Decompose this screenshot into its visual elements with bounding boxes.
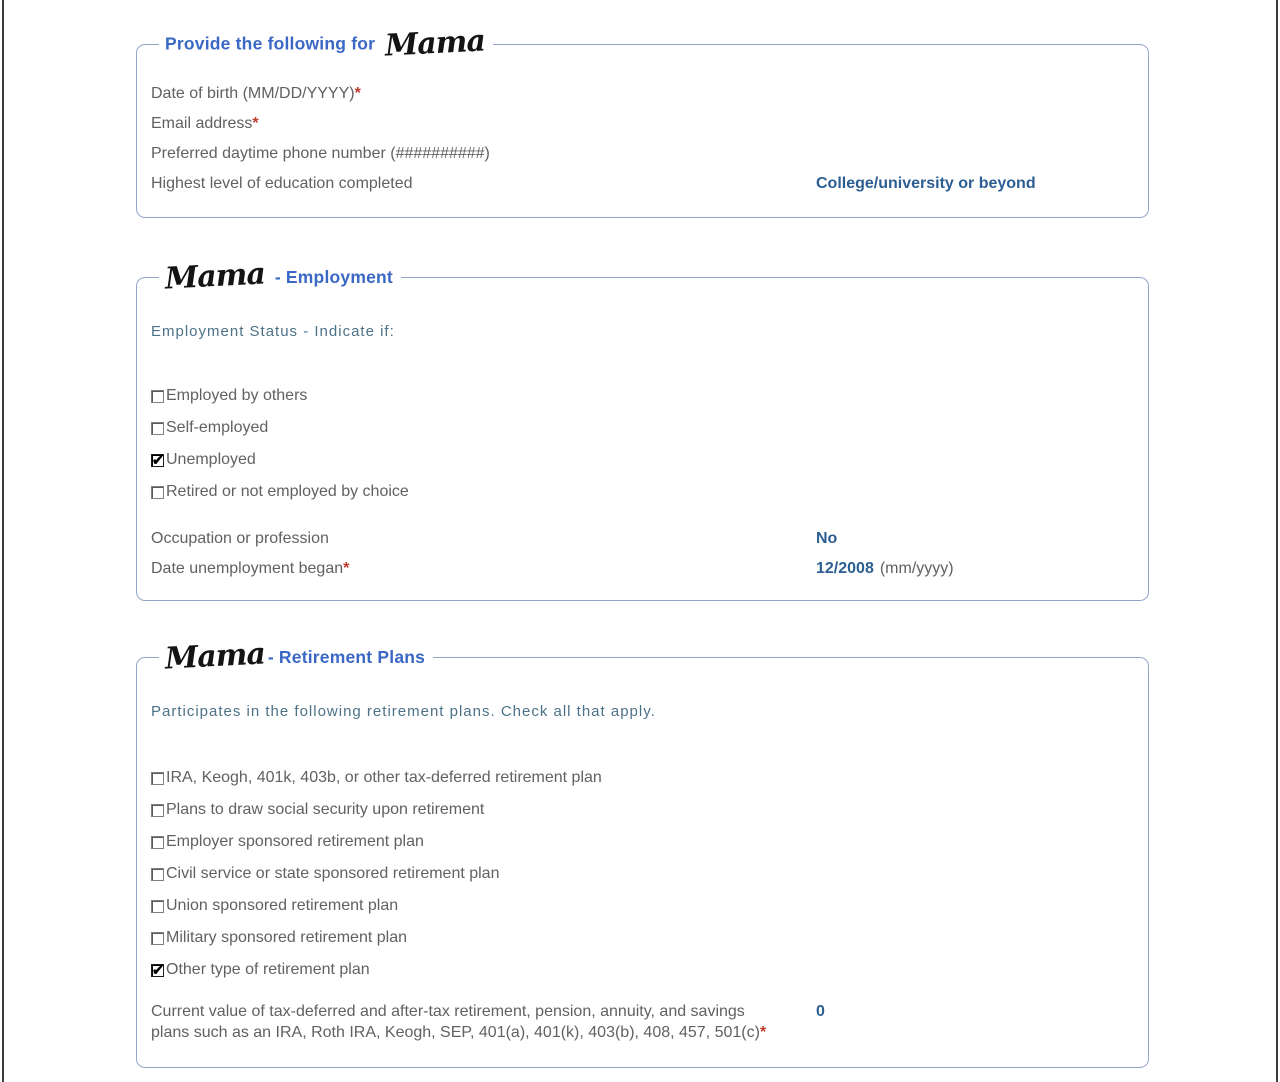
required-asterisk: * bbox=[343, 560, 350, 577]
page-border-left bbox=[2, 0, 4, 1082]
checkbox-row-employer-plan bbox=[151, 826, 1134, 858]
checkbox-label: IRA, Keogh, 401k, 403b, or other tax-deferred retirement plan bbox=[166, 769, 602, 786]
retirement-plans-instruction: Participates in the following retirement plans. Check all that apply. bbox=[151, 703, 656, 720]
section-personal-info-legend bbox=[159, 25, 493, 63]
checkbox-civil-service-plan[interactable] bbox=[151, 868, 164, 881]
checkbox-row-self-employed bbox=[151, 412, 1134, 444]
field-label: Email address* bbox=[151, 115, 259, 132]
handwritten-name: Mama bbox=[164, 636, 266, 677]
checkbox-label: Employer sponsored retirement plan bbox=[166, 833, 424, 850]
checkbox-label: Military sponsored retirement plan bbox=[166, 929, 407, 946]
field-value-education: College/university or beyond bbox=[816, 175, 1036, 192]
employment-status-instruction: Employment Status - Indicate if: bbox=[151, 323, 395, 340]
checkbox-label: Employed by others bbox=[166, 387, 308, 404]
checkbox-employed-by-others[interactable] bbox=[151, 390, 164, 403]
checkbox-self-employed[interactable] bbox=[151, 422, 164, 435]
field-label: Occupation or profession bbox=[151, 530, 329, 547]
handwritten-name: Mama bbox=[164, 256, 266, 297]
checkbox-row-unemployed bbox=[151, 444, 1134, 476]
checkbox-row-union-plan bbox=[151, 890, 1134, 922]
field-value-unemployment-date: 12/2008 bbox=[816, 560, 874, 577]
checkbox-label: Union sponsored retirement plan bbox=[166, 897, 399, 914]
section-employment-legend bbox=[159, 258, 401, 296]
field-label: Date of birth (MM/DD/YYYY)* bbox=[151, 85, 361, 102]
field-row-phone bbox=[151, 139, 1134, 169]
checkbox-label: Plans to draw social security upon retirement bbox=[166, 801, 485, 818]
checkbox-row-military-plan bbox=[151, 922, 1134, 954]
required-asterisk: * bbox=[759, 1023, 767, 1041]
checkbox-ira-keogh[interactable] bbox=[151, 772, 164, 785]
field-row-retirement-value bbox=[151, 1002, 1134, 1043]
field-row-education bbox=[151, 169, 1134, 199]
legend-text: - Employment bbox=[274, 266, 393, 287]
field-row-email bbox=[151, 109, 1134, 139]
field-value-retirement-total: 0 bbox=[816, 1003, 825, 1020]
field-row-unemployment-date bbox=[151, 554, 1134, 584]
legend-text: - Retirement Plans bbox=[267, 646, 426, 667]
field-value bbox=[816, 79, 1134, 109]
checkbox-union-plan[interactable] bbox=[151, 900, 164, 913]
form-content bbox=[136, 0, 1149, 1068]
checkbox-label: Civil service or state sponsored retirement plan bbox=[166, 865, 500, 882]
field-value-format-hint: (mm/yyyy) bbox=[879, 560, 954, 577]
checkbox-row-ira-keogh bbox=[151, 762, 1134, 794]
field-value-occupation: No bbox=[816, 530, 838, 547]
field-value bbox=[816, 109, 1134, 139]
section-personal-info bbox=[136, 25, 1149, 218]
checkbox-row-other-plan bbox=[151, 954, 1134, 986]
field-row-occupation bbox=[151, 524, 1134, 554]
checkbox-row-civil-service-plan bbox=[151, 858, 1134, 890]
checkbox-row-retired bbox=[151, 476, 1134, 508]
field-row-date-of-birth bbox=[151, 79, 1134, 109]
checkbox-unemployed[interactable] bbox=[151, 454, 164, 467]
legend-text: Provide the following for bbox=[165, 33, 376, 54]
checkbox-label: Self-employed bbox=[166, 419, 269, 436]
checkbox-label: Retired or not employed by choice bbox=[166, 483, 409, 500]
section-retirement-legend bbox=[159, 638, 433, 676]
required-asterisk: * bbox=[252, 115, 259, 132]
field-label: Preferred daytime phone number (##########) bbox=[151, 145, 490, 162]
field-label: Date unemployment began* bbox=[151, 560, 350, 577]
checkbox-retired[interactable] bbox=[151, 486, 164, 499]
checkbox-row-employed-by-others bbox=[151, 380, 1134, 412]
field-value-wrap bbox=[816, 554, 1134, 584]
checkbox-social-security[interactable] bbox=[151, 804, 164, 817]
section-employment bbox=[136, 258, 1149, 601]
checkbox-label: Other type of retirement plan bbox=[166, 961, 370, 978]
checkbox-military-plan[interactable] bbox=[151, 932, 164, 945]
checkbox-label: Unemployed bbox=[166, 451, 256, 468]
required-asterisk: * bbox=[354, 85, 361, 102]
field-value bbox=[816, 139, 1134, 169]
section-retirement-plans bbox=[136, 638, 1149, 1068]
checkbox-row-social-security bbox=[151, 794, 1134, 826]
checkbox-employer-plan[interactable] bbox=[151, 836, 164, 849]
field-label: Current value of tax-deferred and after-tax retirement, pension, annuity, and savings plans such as an IRA, Roth IRA, Keogh, SEP, 401(a), 401(k), 403(b), 408, 457, 501(c)* bbox=[151, 1003, 767, 1041]
field-label: Highest level of education completed bbox=[151, 175, 413, 192]
handwritten-name: Mama bbox=[384, 23, 486, 64]
checkbox-other-plan[interactable] bbox=[151, 964, 164, 977]
page-border-right bbox=[1276, 0, 1278, 1082]
